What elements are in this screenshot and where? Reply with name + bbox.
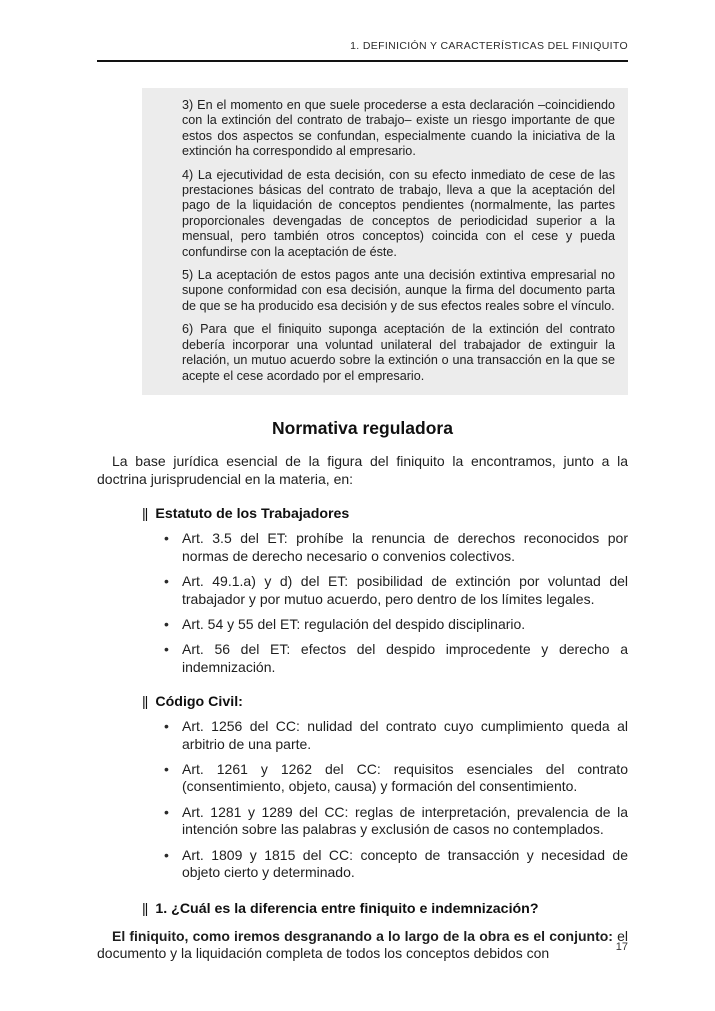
law-bullet-list-et [97, 530, 628, 676]
question-heading [142, 901, 628, 917]
list-item [97, 641, 628, 676]
page-number: 17 [615, 941, 628, 953]
law-bullet-list-cc [97, 718, 628, 881]
list-item-text: Art. 1261 y 1262 del CC: requisitos esenciales del contrato (consentimiento, objeto, causa) y formación del consentimiento. [182, 761, 628, 795]
point-paragraph: 6) Para que el finiquito suponga aceptación de la extinción del contrato debería incorporar una voluntad unilateral del trabajador de extinguir la relación, un mutuo acuerdo sobre la extinción o una transacción en la que se acepte el cese acordado por el empresario. [182, 322, 615, 383]
double-bar-marker: || [142, 506, 148, 523]
list-item [97, 804, 628, 839]
bullet-icon: • [164, 616, 169, 633]
running-header [97, 40, 628, 62]
point-paragraph: 4) La ejecutividad de esta decisión, con su efecto inmediato de cese de las prestaciones básicas del contrato de trabajo, lleva a que la aceptación del pago de la liquidación de conceptos pendientes (normalmente, las partes proporcionales devengadas de conceptos de periodicidad superior a la mensual, pero también otros conceptos) coincida con el cese y pueda confundirse con la aceptación de éste. [182, 167, 615, 259]
answer-continuation: el documento y la liquidación completa de todos los conceptos debidos con [97, 927, 628, 962]
question-heading-label: 1. ¿Cuál es la diferencia entre finiquito e indemnización? [155, 900, 539, 917]
list-item [97, 530, 628, 565]
law-section-heading-label: Estatuto de los Trabajadores [155, 506, 350, 523]
list-item-text: Art. 56 del ET: efectos del despido improcedente y derecho a indemnización. [182, 641, 628, 675]
bullet-icon: • [164, 803, 169, 820]
double-bar-marker: || [142, 694, 148, 711]
list-item-text: Art. 3.5 del ET: prohíbe la renuncia de derechos reconocidos por normas de derecho necesario o convenios colectivos. [182, 530, 628, 564]
list-item-text: Art. 1281 y 1289 del CC: reglas de interpretación, prevalencia de la intención sobre las palabras y exclusión de casos no contemplados. [182, 803, 628, 838]
running-header-title: 1. DEFINICIÓN Y CARACTERÍSTICAS DEL FINIQUITO [350, 40, 628, 52]
list-item-text: Art. 1809 y 1815 del CC: concepto de transacción y necesidad de objeto cierto y determinado. [182, 846, 628, 881]
law-section-heading-label: Código Civil: [155, 694, 243, 711]
intro-paragraph: La base jurídica esencial de la figura del finiquito la encontramos, junto a la doctrina jurisprudencial en la materia, en: [97, 453, 628, 487]
answer-paragraph [97, 928, 628, 963]
law-section-heading-cc [142, 694, 628, 710]
numbered-points-block [142, 88, 628, 395]
bullet-icon: • [164, 761, 169, 778]
list-item-text: Art. 1256 del CC: nulidad del contrato cuyo cumplimiento queda al arbitrio de una parte. [182, 718, 628, 752]
list-item [97, 718, 628, 753]
section-title: Normativa reguladora [272, 417, 453, 438]
point-paragraph: 5) La aceptación de estos pagos ante una decisión extintiva empresarial no supone conformidad con esa decisión, aunque la firma del documento parta de que se ha producido esa decisión y de sus efectos reales sobre el vínculo. [182, 268, 615, 313]
bullet-icon: • [164, 718, 169, 735]
bullet-icon: • [164, 530, 169, 547]
list-item [97, 761, 628, 796]
bullet-icon: • [164, 573, 169, 590]
law-section-heading-et [142, 506, 628, 522]
bullet-icon: • [164, 641, 169, 658]
list-item [97, 573, 628, 608]
list-item [97, 847, 628, 882]
list-item-text: Art. 54 y 55 del ET: regulación del despido disciplinario. [182, 616, 526, 633]
point-paragraph: 3) En el momento en que suele procederse a esta declaración –coincidiendo con la extinción del contrato de trabajo– existe un riesgo importante de que estos dos aspectos se confundan, especialmente cuando la iniciativa de la extinción ha correspondido al empresario. [182, 98, 615, 159]
list-item-text: Art. 49.1.a) y d) del ET: posibilidad de extinción por voluntad del trabajador y por mutuo acuerdo, pero dentro de los límites legales. [182, 573, 628, 607]
answer-lead-bold: El finiquito, como iremos desgranando a lo largo de la obra es el conjunto: [112, 927, 613, 944]
bullet-icon: • [164, 846, 169, 863]
list-item [97, 616, 628, 633]
double-bar-marker: || [142, 900, 148, 917]
